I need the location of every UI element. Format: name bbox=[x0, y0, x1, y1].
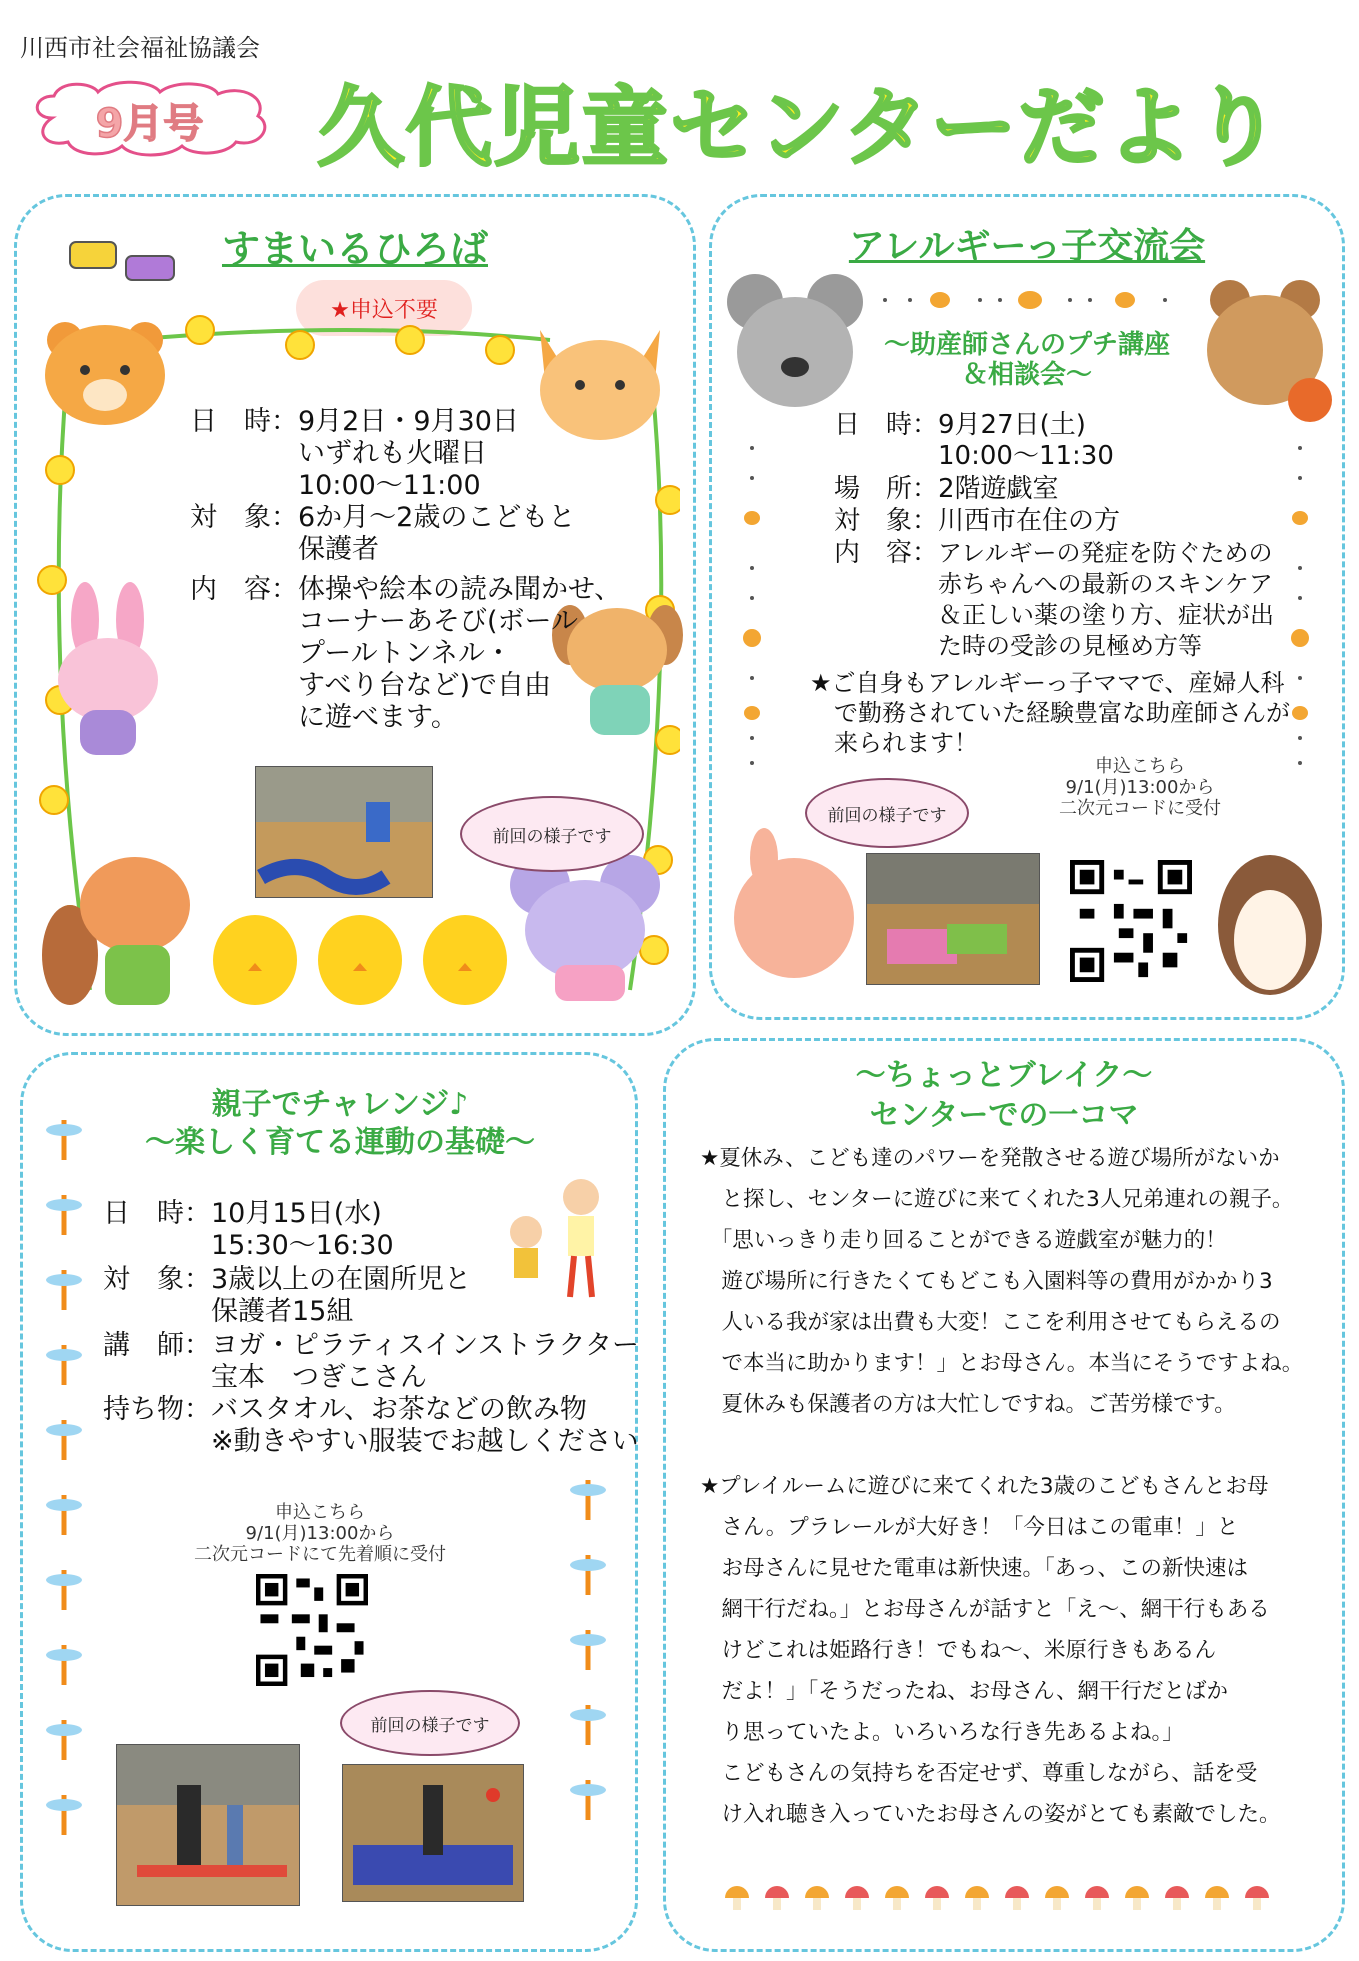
squirrel-icon bbox=[40, 835, 200, 1015]
challenge-apply-info: 申込こちら 9/1(月)13:00から 二次元コードにて先着順に受付 bbox=[194, 1502, 446, 1565]
left-dot-border bbox=[742, 438, 762, 768]
challenge-row-instructor bbox=[103, 1330, 639, 1394]
row-label: 日 時： bbox=[103, 1198, 211, 1229]
allergy-previous-photo bbox=[866, 853, 1040, 985]
challenge-photo-bubble: 前回の様子です bbox=[340, 1690, 520, 1756]
story-line: ★夏休み、こども達のパワーを発散させる遊び場所がないか bbox=[700, 1146, 1280, 1171]
story-line: 人いる我が家は出費も大変！ここを利用させてもらえるの bbox=[700, 1310, 1281, 1335]
parent-child-exercise-icon bbox=[496, 1172, 616, 1302]
penguin-icon bbox=[1210, 840, 1330, 1000]
row-value: ヨガ・ピラティスインストラクター 宝本 つぎこさん bbox=[211, 1330, 639, 1393]
story-line: さん。プラレールが大好き！「今日はこの電車！」と bbox=[700, 1515, 1239, 1540]
row-label: 内 容： bbox=[190, 574, 298, 605]
organization-name: 川西市社会福祉協議会 bbox=[20, 34, 260, 62]
row-value: 体操や絵本の読み聞かせ、 コーナーあそび(ボール プールトンネル・ すべり台など)で自由 に遊べます。 bbox=[298, 574, 622, 733]
bear-icon bbox=[30, 310, 180, 440]
row-value: 3歳以上の在園所児と 保護者15組 bbox=[211, 1264, 472, 1327]
issue-number: 9月号 bbox=[95, 101, 204, 147]
allergy-row-target bbox=[834, 506, 1120, 537]
challenge-previous-photo-2 bbox=[342, 1764, 524, 1902]
smile-previous-photo bbox=[255, 766, 433, 898]
allergy-row-place bbox=[834, 474, 1059, 505]
story-line: と探し、センターに遊びに来てくれた3人兄弟連れの親子。 bbox=[700, 1187, 1294, 1212]
story-line: で本当に助かります！」とお母さん。本当にそうですよね。 bbox=[700, 1351, 1304, 1376]
koala-icon bbox=[725, 262, 865, 422]
challenge-row-belongings bbox=[103, 1394, 639, 1458]
row-value: バスタオル、お茶などの飲み物 ※動きやすい服装でお越しください bbox=[211, 1394, 639, 1457]
break-title: 〜ちょっとブレイク〜 センターでの一コマ bbox=[855, 1058, 1153, 1133]
row-label: 日 時： bbox=[834, 410, 939, 440]
chicks-icon bbox=[210, 905, 510, 1015]
story-line: け入れ聴き入っていたお母さんの姿がとても素敵でした。 bbox=[700, 1802, 1281, 1827]
story-line: り思っていたよ。いろいろな行き先あるよね。」 bbox=[700, 1720, 1184, 1745]
challenge-title: 親子でチャレンジ♪ 〜楽しく育てる運動の基礎〜 bbox=[145, 1087, 535, 1160]
smile-photo-bubble: 前回の様子です bbox=[460, 796, 644, 872]
allergy-row-datetime bbox=[834, 410, 1114, 472]
row-value: 9月27日(土) 10:00〜11:30 bbox=[938, 410, 1114, 471]
row-value: 川西市在住の方 bbox=[938, 506, 1121, 536]
train-toy-icon bbox=[68, 238, 178, 288]
mushroom-border-decoration bbox=[720, 1882, 1290, 1914]
row-label: 対 象： bbox=[190, 502, 298, 533]
row-label: 日 時： bbox=[190, 406, 298, 437]
right-dot-border bbox=[1290, 438, 1310, 768]
story-line: だよ！」「そうだったね、お母さん、網干行だとばか bbox=[700, 1679, 1229, 1704]
smile-row-datetime bbox=[190, 406, 519, 502]
rabbit-icon bbox=[40, 580, 180, 760]
allergy-title: アレルギーっ子交流会 bbox=[848, 226, 1206, 267]
row-label: 内 容： bbox=[834, 538, 939, 568]
row-label: 講 師： bbox=[103, 1330, 211, 1361]
row-label: 対 象： bbox=[103, 1264, 211, 1295]
row-label: 場 所： bbox=[834, 474, 939, 504]
allergy-apply-info: 申込こちら 9/1(月)13:00から 二次元コードに受付 bbox=[1059, 756, 1221, 819]
allergy-row-content bbox=[834, 538, 1274, 662]
story-line: 夏休みも保護者の方は大忙しですね。ご苦労様です。 bbox=[700, 1392, 1236, 1417]
row-value: 6か月〜2歳のこどもと 保護者 bbox=[298, 502, 576, 565]
row-label: 対 象： bbox=[834, 506, 939, 536]
newsletter-title: 久代児童センターだより bbox=[318, 78, 1283, 178]
bear-drum-icon bbox=[1195, 270, 1335, 430]
story-line: お母さんに見せた電車は新快速。「あっ、この新快速は bbox=[700, 1556, 1249, 1581]
story-line: 遊び場所に行きたくてもどこも入園料等の費用がかかり3 bbox=[700, 1269, 1273, 1294]
row-value: 9月2日・9月30日 いずれも火曜日 10:00〜11:00 bbox=[298, 406, 519, 501]
smile-row-target bbox=[190, 502, 575, 566]
allergy-photo-bubble: 前回の様子です bbox=[805, 778, 969, 848]
challenge-row-datetime bbox=[103, 1198, 394, 1262]
smile-row-content bbox=[190, 574, 621, 734]
allergy-qr-code[interactable] bbox=[1070, 860, 1192, 982]
story-line: 「思いっきり走り回ることができる遊戯室が魅力的！ bbox=[700, 1228, 1227, 1253]
allergy-note: ★ご自身もアレルギーっ子ママで、産婦人科 で勤務されていた経験豊富な助産師さんが 来られます！ bbox=[810, 669, 1290, 757]
row-value: 10月15日(水) 15:30〜16:30 bbox=[211, 1198, 394, 1261]
challenge-row-target bbox=[103, 1264, 471, 1328]
smile-badge: ★申込不要 bbox=[296, 280, 472, 336]
story-line: ★プレイルームに遊びに来てくれた3歳のこどもさんとお母 bbox=[700, 1474, 1269, 1499]
row-label: 持ち物： bbox=[103, 1394, 211, 1425]
rabbit-back-icon bbox=[724, 828, 864, 988]
allergy-subtitle: 〜助産師さんのプチ講座 ＆相談会〜 bbox=[883, 330, 1170, 390]
cat-icon bbox=[520, 300, 680, 450]
story-line: けどこれは姫路行き！でもね〜、米原行きもあるん bbox=[700, 1638, 1217, 1663]
butterfly-border-decoration bbox=[880, 288, 1170, 312]
dragonfly-column-left bbox=[44, 1100, 84, 1880]
row-value: 2階遊戯室 bbox=[938, 474, 1059, 504]
story-line: 網干行だね。」とお母さんが話すと「え〜、網干行もある bbox=[700, 1597, 1270, 1622]
row-value: アレルギーの発症を防ぐための 赤ちゃんへの最新のスキンケア ＆正しい薬の塗り方、症状が出 た時の受診の見極め方等 bbox=[938, 539, 1275, 660]
story-line: こどもさんの気持ちを否定せず、尊重しながら、話を受 bbox=[700, 1761, 1258, 1786]
break-story bbox=[700, 1138, 1340, 1835]
challenge-qr-code[interactable] bbox=[256, 1574, 368, 1686]
smile-title: すまいるひろば bbox=[221, 227, 488, 271]
challenge-previous-photo-1 bbox=[116, 1744, 300, 1906]
dragonfly-column-right bbox=[568, 1460, 608, 1880]
